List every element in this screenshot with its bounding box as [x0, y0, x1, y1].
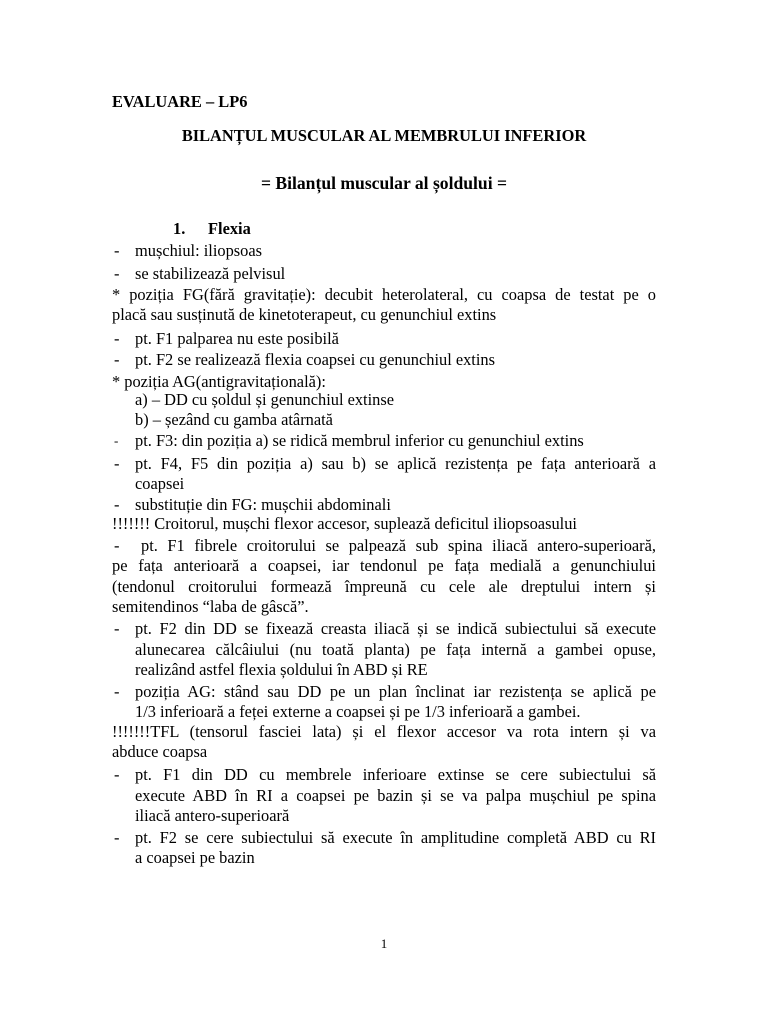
list-item-continued: a coapsei pe bazin — [135, 848, 255, 867]
list-item: pt. F1 din DD cu membrele inferioare extinse se cere subiectului să — [135, 765, 656, 784]
list-item: substituție din FG: mușchii abdominali — [135, 495, 391, 514]
option-b: b) – șezând cu gamba atârnată — [135, 410, 333, 429]
document-title: BILANȚUL MUSCULAR AL MEMBRULUI INFERIOR — [181, 126, 587, 145]
list-item: poziția AG: stând sau DD pe un plan înclinat iar rezistența se aplică pe — [135, 682, 656, 701]
section-number: 1. — [173, 219, 186, 238]
page-number: 1 — [380, 936, 388, 951]
document-header: EVALUARE – LP6 — [112, 92, 248, 111]
list-item: mușchiul: iliopsoas — [135, 241, 263, 260]
note-line: abduce coapsa — [112, 742, 208, 761]
bullet-marker: - — [114, 495, 120, 514]
list-item-continued: pe fața anterioară a coapsei, iar tendonul pe fața medială a genunchiului — [112, 556, 656, 575]
bullet-marker: - — [114, 765, 120, 784]
list-item-continued: alunecarea călcâiului (nu toată planta) pe fața internă a gambei opuse, — [135, 640, 656, 659]
document-subtitle: = Bilanțul muscular al șoldului = — [260, 173, 508, 193]
list-item-continued: coapsei — [135, 474, 185, 493]
bullet-marker: - — [114, 329, 120, 348]
list-item: pt. F2 se cere subiectului să execute în amplitudine completă ABD cu RI — [135, 828, 656, 847]
list-item: pt. F2 din DD se fixează creasta iliacă și se indică subiectului să execute — [135, 619, 656, 638]
bullet-marker: - — [114, 350, 120, 369]
paragraph-line: placă sau susținută de kinetoterapeut, cu genunchiul extins — [112, 305, 497, 324]
note-line: !!!!!!!TFL (tensorul fasciei lata) și el flexor accesor va rota intern și va — [112, 722, 656, 741]
bullet-marker: - — [114, 619, 120, 638]
list-item: pt. F2 se realizează flexia coapsei cu genunchiul extins — [135, 350, 495, 369]
list-item: se stabilizează pelvisul — [135, 264, 286, 283]
list-item: pt. F3: din poziția a) se ridică membrul inferior cu genunchiul extins — [135, 431, 584, 450]
section-heading: Flexia — [208, 219, 251, 238]
option-a: a) – DD cu șoldul și genunchiul extinse — [135, 390, 395, 409]
list-item-continued: execute ABD în RI a coapsei pe bazin și se va palpa mușchiul pe spina — [135, 786, 656, 805]
list-item-continued: realizând astfel flexia șoldului în ABD și RE — [135, 660, 428, 679]
paragraph-line: * poziția AG(antigravitațională): — [112, 372, 326, 391]
list-item-continued: 1/3 inferioară a feței externe a coapsei și pe 1/3 inferioară a gambei. — [135, 702, 581, 721]
bullet-marker: - — [114, 454, 120, 473]
note-line: !!!!!!! Croitorul, mușchi flexor accesor, suplează deficitul iliopsoasului — [112, 514, 577, 533]
bullet-marker: - — [114, 264, 120, 283]
list-item-continued: semitendinos “laba de gâscă”. — [112, 597, 309, 616]
list-item: pt. F4, F5 din poziția a) sau b) se aplică rezistența pe fața anterioară a — [135, 454, 656, 473]
paragraph-line: * poziția FG(fără gravitație): decubit heterolateral, cu coapsa de testat pe o — [112, 285, 656, 304]
bullet-marker: - — [114, 828, 120, 847]
bullet-marker: - — [114, 241, 120, 260]
bullet-marker: - — [114, 433, 119, 448]
list-item: pt. F1 palparea nu este posibilă — [135, 329, 339, 348]
list-item: pt. F1 fibrele croitorului se palpează sub spina iliacă antero-superioară, — [141, 536, 656, 555]
bullet-marker: - — [114, 682, 120, 701]
bullet-marker: - — [114, 536, 120, 555]
list-item-continued: (tendonul croitorului formează împreună cu cele ale dreptului intern și — [112, 577, 656, 596]
list-item-continued: iliacă antero-superioară — [135, 806, 290, 825]
